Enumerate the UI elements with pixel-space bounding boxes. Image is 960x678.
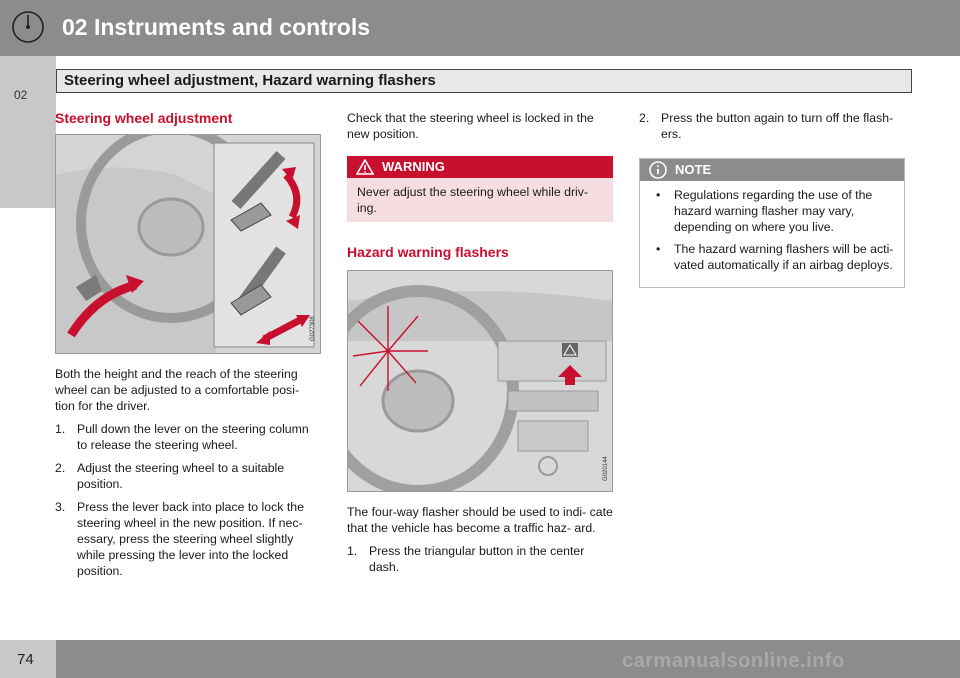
hazard-intro: The four-way flasher should be used to indi- cate that the vehicle has become a traffic haz- ard. bbox=[347, 505, 613, 535]
steering-intro: Both the height and the reach of the steering wheel can be adjusted to a comfortable posi- tion for the driver. bbox=[55, 367, 300, 413]
list-item: • The hazard warning flashers will be acti- vated automatically if an airbag deploys. bbox=[656, 242, 894, 272]
list-item: • Regulations regarding the use of the hazard warning flasher may vary, depending on where you live. bbox=[656, 188, 873, 234]
step-text: Press the lever back into place to lock the steering wheel in the new position. If nec- essary, press the steering wheel slightly while pressing the lever into the locked position. bbox=[77, 500, 304, 578]
steering-wheel-drawing bbox=[56, 135, 320, 353]
list-item bbox=[55, 499, 321, 579]
info-icon bbox=[649, 161, 667, 179]
steering-steps bbox=[55, 421, 321, 579]
hazard-steps-continued bbox=[639, 110, 905, 142]
steering-illustration bbox=[55, 134, 321, 354]
hazard-heading: Hazard warning flashers bbox=[347, 244, 509, 260]
warning-header bbox=[347, 156, 613, 178]
chapter-tab-number: 02 bbox=[14, 88, 28, 102]
step-number: 1. bbox=[55, 422, 66, 436]
lock-check-text: Check that the steering wheel is locked in the new position. bbox=[347, 111, 594, 141]
watermark: carmanualsonline.info bbox=[622, 650, 845, 672]
page-number: 74 bbox=[17, 651, 34, 668]
chapter-icon-box bbox=[0, 0, 56, 56]
note-item-text: Regulations regarding the use of the hazard warning flasher may vary, depending on where you live. bbox=[674, 188, 873, 234]
list-item bbox=[347, 543, 613, 575]
step-text: Pull down the lever on the steering column to release the steering wheel. bbox=[77, 422, 309, 452]
note-label: NOTE bbox=[675, 162, 712, 177]
hazard-illustration bbox=[347, 270, 613, 492]
warning-triangle-icon bbox=[356, 159, 374, 175]
section-title: Steering wheel adjustment, Hazard warning flashers bbox=[56, 69, 912, 93]
step-number: 2. bbox=[55, 461, 66, 475]
step-number: 2. bbox=[639, 111, 650, 125]
chapter-title: 02 Instruments and controls bbox=[62, 14, 371, 40]
column-hazard bbox=[347, 110, 613, 582]
warning-text: Never adjust the steering wheel while driv- ing. bbox=[347, 178, 613, 222]
speedometer-icon bbox=[10, 8, 46, 46]
warning-box bbox=[347, 156, 613, 222]
figure-code: G027308 bbox=[310, 316, 316, 341]
column-steering bbox=[55, 110, 321, 586]
step-text: Press the button again to turn off the flash- ers. bbox=[661, 111, 894, 141]
note-body bbox=[640, 181, 904, 287]
note-header bbox=[640, 159, 904, 181]
step-number: 3. bbox=[55, 500, 66, 514]
dashboard-drawing bbox=[348, 271, 612, 491]
step-text: Press the triangular button in the center dash. bbox=[369, 544, 585, 574]
note-item-text: The hazard warning flashers will be acti- vated automatically if an airbag deploys. bbox=[674, 242, 894, 272]
list-item bbox=[639, 110, 905, 142]
step-text: Adjust the steering wheel to a suitable position. bbox=[77, 461, 285, 491]
chapter-tab bbox=[0, 56, 56, 208]
hazard-steps bbox=[347, 543, 613, 575]
note-box bbox=[639, 158, 905, 288]
list-item bbox=[55, 460, 321, 492]
figure-code: G020144 bbox=[603, 456, 609, 481]
column-hazard-continued bbox=[639, 110, 905, 288]
list-item bbox=[55, 421, 321, 453]
warning-label: WARNING bbox=[382, 159, 445, 174]
step-number: 1. bbox=[347, 544, 358, 558]
steering-heading: Steering wheel adjustment bbox=[55, 110, 233, 126]
